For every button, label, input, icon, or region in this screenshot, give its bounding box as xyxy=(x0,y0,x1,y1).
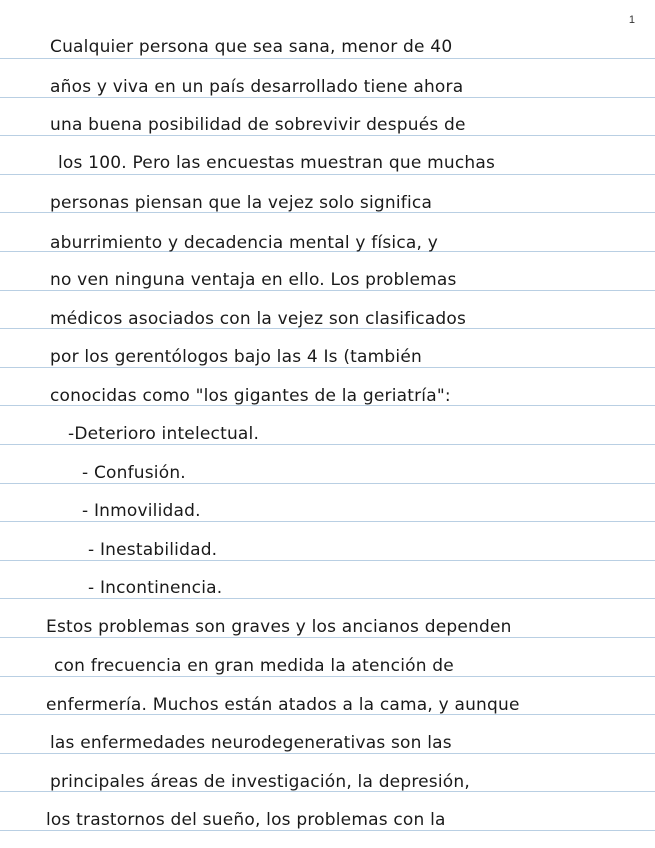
ruled-line xyxy=(0,174,655,175)
text-line: Cualquier persona que sea sana, menor de 40 xyxy=(50,37,453,57)
text-line: Estos problemas son graves y los ancianos dependen xyxy=(46,617,512,637)
text-line: principales áreas de investigación, la depresión, xyxy=(50,772,470,792)
bullet-item: - Confusión. xyxy=(82,463,186,483)
bullet-item: - Inestabilidad. xyxy=(88,540,218,560)
ruled-line xyxy=(0,830,655,831)
text-line: los trastornos del sueño, los problemas con la xyxy=(46,810,446,830)
text-line: por los gerentólogos bajo las 4 Is (también xyxy=(50,347,422,367)
text-line: los 100. Pero las encuestas muestran que muchas xyxy=(58,153,496,173)
ruled-line xyxy=(0,367,655,368)
ruled-line xyxy=(0,753,655,754)
bullet-item: - Incontinencia. xyxy=(88,578,223,598)
ruled-line xyxy=(0,290,655,291)
bullet-item: - Inmovilidad. xyxy=(82,501,201,521)
text-line: médicos asociados con la vejez son clasificados xyxy=(50,309,467,329)
text-line: personas piensan que la vejez solo significa xyxy=(50,193,433,213)
bullet-item: -Deterioro intelectual. xyxy=(68,424,260,444)
text-line: una buena posibilidad de sobrevivir después de xyxy=(50,115,466,135)
ruled-line xyxy=(0,521,655,522)
text-line: conocidas como "los gigantes de la geriatría": xyxy=(50,386,451,406)
page-number: 1 xyxy=(628,14,635,26)
ruled-line xyxy=(0,483,655,484)
text-line: con frecuencia en gran medida la atención de xyxy=(54,656,454,676)
text-line: aburrimiento y decadencia mental y física, y xyxy=(50,233,438,253)
ruled-line xyxy=(0,560,655,561)
ruled-line xyxy=(0,97,655,98)
text-line: no ven ninguna ventaja en ello. Los problemas xyxy=(50,270,457,290)
text-line: enfermería. Muchos están atados a la cama, y aunque xyxy=(46,695,520,715)
text-line: años y viva en un país desarrollado tiene ahora xyxy=(50,77,464,97)
ruled-line xyxy=(0,637,655,638)
ruled-line xyxy=(0,444,655,445)
ruled-line xyxy=(0,135,655,136)
ruled-line xyxy=(0,676,655,677)
ruled-line xyxy=(0,598,655,599)
text-line: las enfermedades neurodegenerativas son las xyxy=(50,733,452,753)
ruled-line xyxy=(0,58,655,59)
